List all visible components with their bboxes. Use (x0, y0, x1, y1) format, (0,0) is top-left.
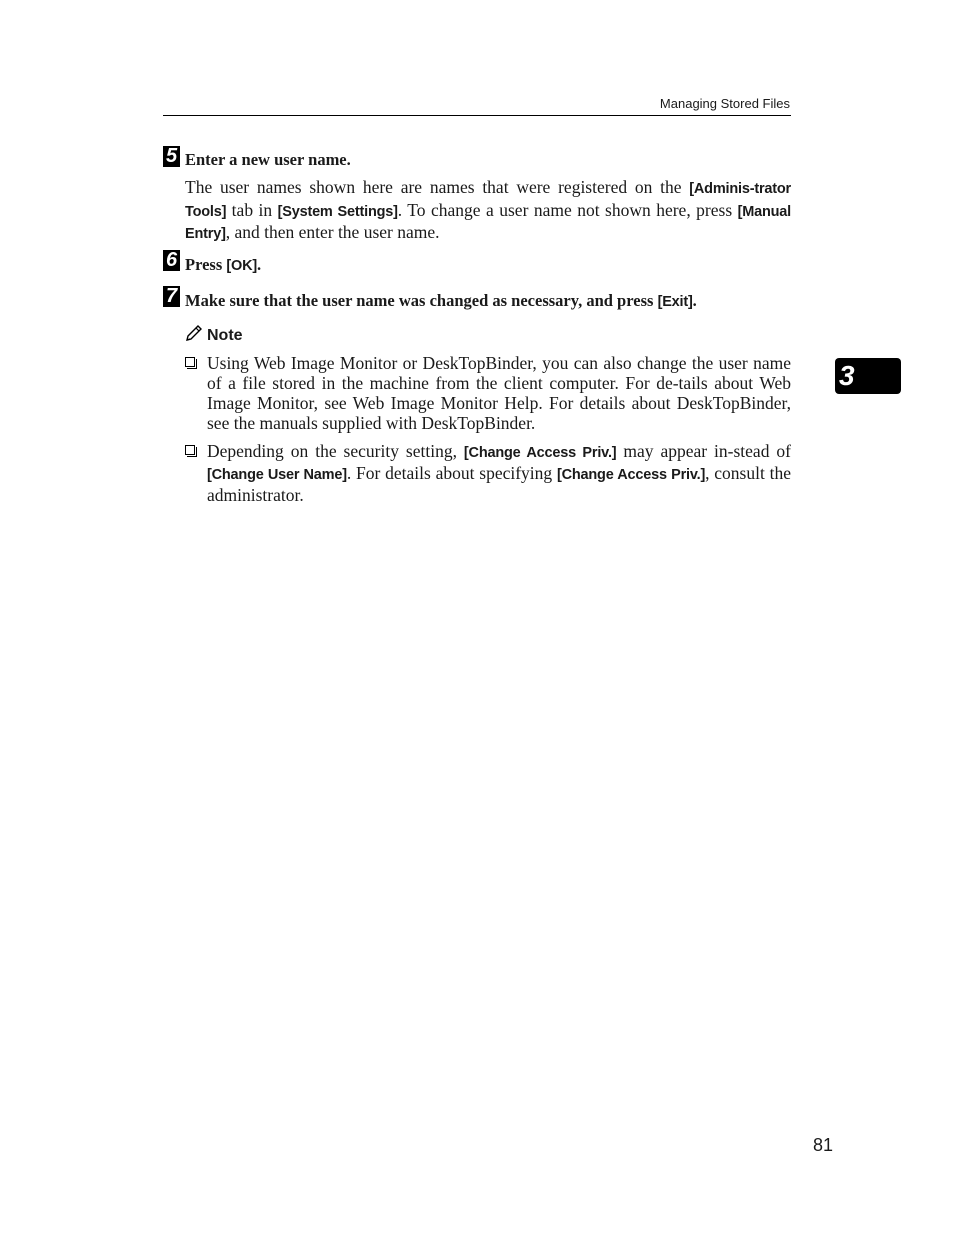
note-section (185, 324, 791, 505)
step-heading (185, 286, 791, 312)
step-heading: Enter a new user name. (185, 150, 351, 169)
text: Depending on the security setting, (207, 441, 464, 461)
text: , consult the administrator. (207, 463, 791, 505)
step-7 (163, 286, 791, 312)
checkbox-bullet-icon (185, 445, 195, 455)
key-label: [Adminis-trator Tools] (185, 181, 791, 220)
key-label: [Change Access Priv.] (463, 445, 617, 461)
text: , and then enter the user name. (225, 222, 440, 242)
text: may appear in-stead of (616, 441, 791, 461)
pencil-icon (185, 324, 203, 347)
text: tab in (226, 199, 278, 220)
step-number: 6 (163, 250, 180, 271)
step-number: 5 (163, 146, 180, 167)
text: . (692, 291, 697, 310)
header-rule (163, 115, 791, 116)
text: . (257, 255, 262, 274)
key-label: [Exit] (657, 294, 693, 310)
step-body (185, 177, 791, 245)
running-header: Managing Stored Files (659, 96, 790, 111)
note-item (185, 441, 791, 505)
text: . To change a user name not shown here, press (397, 199, 738, 220)
key-label: [System Settings] (277, 203, 398, 220)
text: Using Web Image Monitor or DeskTopBinder, you can also change the user name of a file stored in the machine from the client computer. For de-tails about Web Image Monitor, see Web Image Monitor Help. For details about DeskTopBinder, see the manuals supplied with DeskTopBinder. (207, 353, 791, 433)
key-label: [Change User Name] (207, 467, 347, 483)
text: Make sure that the user name was changed as necessary, and press (185, 291, 658, 310)
key-label: [OK] (226, 258, 258, 274)
text: Press (185, 255, 227, 274)
step-number: 7 (163, 286, 180, 307)
step-heading (185, 250, 791, 276)
note-item (185, 353, 791, 433)
key-label: [Change Access Priv.] (556, 467, 706, 483)
note-heading (185, 324, 791, 347)
step-6 (163, 250, 791, 276)
text: . For details about specifying (346, 463, 557, 483)
note-title: Note (207, 326, 243, 344)
checkbox-bullet-icon (185, 357, 195, 367)
chapter-tab: 3 (835, 358, 901, 394)
text: The user names shown here are names that were registered on the (185, 177, 690, 197)
step-5 (163, 146, 791, 245)
page-number: 81 (813, 1135, 834, 1155)
key-label: [Manual Entry] (185, 203, 791, 242)
